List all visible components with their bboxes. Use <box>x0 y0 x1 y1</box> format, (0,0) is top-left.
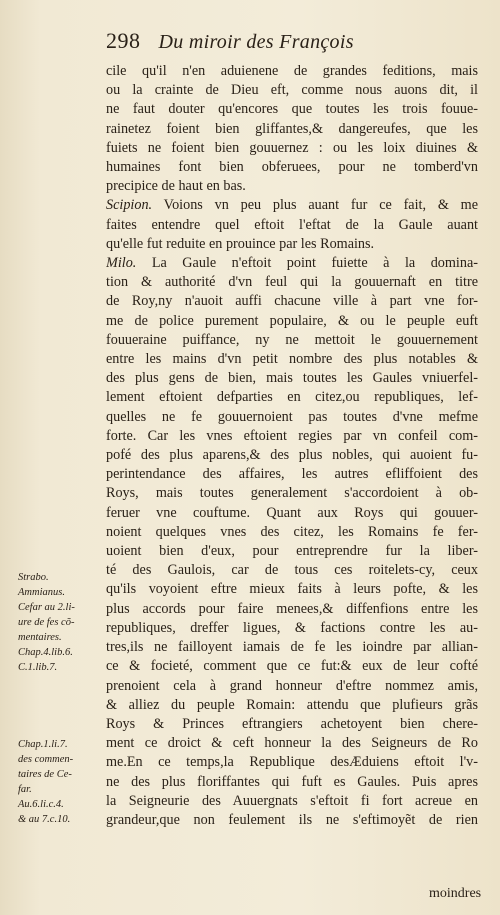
text-line <box>106 369 478 388</box>
text-line <box>106 542 478 561</box>
text-line <box>106 427 478 446</box>
line-text: ne des plus floriffantes qui fuft es Gaules. Puis apres <box>106 773 478 790</box>
line-text: me.En ce temps,la Republique desÆduiens eftoit l'v- <box>106 754 478 771</box>
line-text: me de police purement populaire, & ou le peuple euft <box>106 312 478 329</box>
running-title: Du miroir des François <box>158 31 354 53</box>
text-line <box>106 657 478 676</box>
text-line <box>106 600 478 619</box>
text-line <box>106 561 478 580</box>
page-number: 298 <box>106 28 141 53</box>
text-line <box>106 177 478 196</box>
line-text: té des Gaulois, car de tous ces roitelets-cy, ceux <box>106 562 478 579</box>
text-line <box>106 100 478 119</box>
page-header <box>106 28 406 58</box>
line-text: faites entendre quel eftoit l'eftat de la Gaule auant <box>106 216 478 233</box>
margin-note-line: far. <box>18 784 32 795</box>
text-line <box>106 504 478 523</box>
text-line <box>106 638 478 657</box>
text-line <box>106 273 478 292</box>
margin-note-line: Au.6.li.c.4. <box>18 799 64 810</box>
line-text: La Gaule n'eftoit point fuiette à la domina- <box>136 255 478 272</box>
line-text: & alliez du peuple Romain: attendu que plufieurs grãs <box>106 696 478 713</box>
text-line <box>106 753 478 772</box>
text-line <box>106 216 478 235</box>
text-line <box>106 408 478 427</box>
text-line <box>106 388 478 407</box>
line-text: Roys & Princes eftrangiers achetoyent bien chere- <box>106 715 478 732</box>
text-line <box>106 81 478 100</box>
margin-note-line: Cefar au 2.li- <box>18 602 75 613</box>
line-text: ou la crainte de Dieu eft, comme nous auons dit, il <box>106 82 478 99</box>
text-line <box>106 465 478 484</box>
margin-note-line: Strabo. <box>18 572 49 583</box>
line-text: rainetez foient bien gliffantes,& dangereufes, que les <box>106 120 478 137</box>
text-line <box>106 619 478 638</box>
line-text: humaines font bien obferuees, pour ne tomberd'vn <box>106 159 478 176</box>
line-text: tres,ils ne failloyent iamais de fe les ioindre par allian- <box>106 639 478 656</box>
line-text: republiques, dreffer ligues, & factions contre les au- <box>106 619 478 636</box>
margin-note-line: des commen- <box>18 754 74 765</box>
line-text: fuiets ne foient bien gouuernez : ou les loix diuines & <box>106 139 478 156</box>
margin-note-line: C.1.lib.7. <box>18 662 58 673</box>
line-text: la Seigneurie des Auuergnats s'eftoit fi fort acreue en <box>106 792 478 809</box>
line-text: prenoient cela à grand honneur d'eftre nommez amis, <box>106 677 478 694</box>
line-text: de Roy,ny n'auoit auffi chacune ville à part vne for- <box>106 293 478 310</box>
text-line <box>106 696 478 715</box>
line-text: qu'elle fut reduite en prouince par les Romains. <box>106 235 375 252</box>
text-line <box>106 792 478 811</box>
line-text: plus accords pour faire menees,& diffenfions entre les <box>106 600 478 617</box>
text-line <box>106 235 478 254</box>
line-text: noient quelques vnes des citez, les Romains fe fer- <box>106 523 478 540</box>
line-text: precipice de haut en bas. <box>106 178 246 195</box>
text-line <box>106 580 478 599</box>
text-line <box>106 254 478 273</box>
line-text: fouueraine puiffance, ny ne mettoit le gouuernement <box>106 331 478 348</box>
margin-note-line: taires de Ce- <box>18 769 72 780</box>
margin-note-line: mentaires. <box>18 632 62 643</box>
line-text: ment ce droict & ceft honneur la des Seigneurs de Ro <box>106 735 478 752</box>
line-text: ce & focieté, comment que ce fut:& eux de leur cofté <box>106 658 478 675</box>
line-text: qu'ils voyoient eftre mieux faits à leurs pofte, & les <box>106 581 478 598</box>
text-line <box>106 196 478 215</box>
margin-note-line: Chap.1.li.7. <box>18 739 68 750</box>
text-line <box>106 139 478 158</box>
margin-note <box>18 737 104 827</box>
line-text: perintendance des affaires, les autres efliffoient des <box>106 466 478 483</box>
text-line <box>106 773 478 792</box>
margin-note-line: ure de fes cõ- <box>18 617 75 628</box>
line-text: Roys, mais toutes generalement s'accordoient à ob- <box>106 485 478 502</box>
text-line <box>106 484 478 503</box>
text-line <box>106 523 478 542</box>
line-text: forte. Car les vnes eftoient regies par vn confeil com- <box>106 427 478 444</box>
text-line <box>106 292 478 311</box>
text-line <box>106 350 478 369</box>
body-text <box>106 62 478 830</box>
line-text: tion & authorité d'vn feul qui la gouuernaft en titre <box>106 274 478 291</box>
line-text: uoient bien d'eux, pour entreprendre fur la liber- <box>106 543 478 560</box>
line-text: grandeur,que non feulement ils ne s'eftimoyẽt de rien <box>106 811 478 828</box>
line-text: entre les mains d'vn petit nombre des plus notables & <box>106 351 478 368</box>
text-line <box>106 677 478 696</box>
text-line <box>106 312 478 331</box>
margin-note-line: Chap.4.lib.6. <box>18 647 73 658</box>
text-line <box>106 715 478 734</box>
line-text: ne faut douter qu'encores que toutes les trois fouue- <box>106 101 478 118</box>
text-line <box>106 158 478 177</box>
line-text: des plus gens de bien, mais toutes les Gaules vniuerfel- <box>106 370 478 387</box>
margin-note-line: & au 7.c.10. <box>18 814 71 825</box>
catchword: moindres <box>429 886 482 901</box>
text-line <box>106 811 478 830</box>
margin-notes <box>18 570 104 827</box>
text-line <box>106 734 478 753</box>
text-line <box>106 446 478 465</box>
line-text: cile qu'il n'en aduienene de grandes feditions, mais <box>106 63 478 79</box>
speaker-name: Milo. <box>106 255 137 272</box>
margin-note <box>18 570 104 675</box>
line-text: feruer vne couftume. Quant aux Roys qui gouuer- <box>106 504 478 521</box>
text-line <box>106 62 478 81</box>
speaker-name: Scipion. <box>106 197 153 214</box>
line-text: quelles ne fe gouuernoient pas toutes d'vne mefme <box>106 408 478 425</box>
line-text: pofé des plus aparens,& des plus nobles, qui auoient fu- <box>106 447 478 464</box>
margin-note-line: Ammianus. <box>18 587 65 598</box>
line-text: Voions vn peu plus auant fur ce fait, & me <box>152 197 478 214</box>
text-line <box>106 120 478 139</box>
line-text: lement eftoient defparties en citez,ou republiques, lef- <box>106 389 478 406</box>
text-line <box>106 331 478 350</box>
